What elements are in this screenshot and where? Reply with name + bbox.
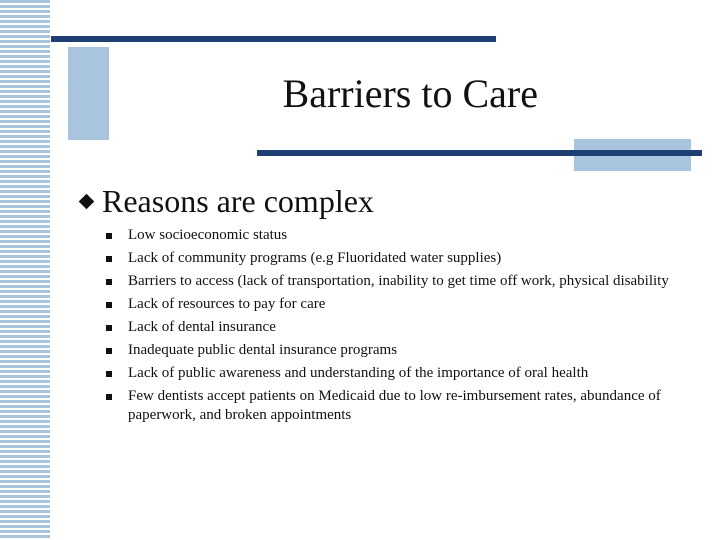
sub-bullet-text: Low socioeconomic status: [128, 227, 288, 243]
sub-bullet-text: Lack of dental insurance: [128, 319, 276, 335]
sub-bullet-list: [106, 226, 686, 429]
sub-bullet-text: Barriers to access (lack of transportation, inability to get time off work, physical disability: [128, 273, 669, 289]
sub-bullet-text: Lack of public awareness and understanding of the importance of oral health: [128, 365, 589, 381]
square-bullet-icon: [106, 302, 112, 308]
sub-bullet-item: [106, 387, 686, 425]
square-bullet-icon: [106, 394, 112, 400]
sub-bullet-item: [106, 364, 686, 383]
slide-title: Barriers to Care: [282, 71, 538, 116]
square-bullet-icon: [106, 256, 112, 262]
decorative-stripe-bar: [0, 0, 50, 540]
decorative-block-left: [68, 47, 109, 140]
sub-bullet-item: [106, 249, 686, 268]
square-bullet-icon: [106, 348, 112, 354]
square-bullet-icon: [106, 371, 112, 377]
sub-bullet-item: [106, 318, 686, 337]
main-bullet: [78, 180, 374, 222]
square-bullet-icon: [106, 325, 112, 331]
title-rule-bottom: [257, 150, 702, 156]
sub-bullet-text: Few dentists accept patients on Medicaid due to low re-imbursement rates, abundance of paperwork, and broken appointments: [128, 388, 661, 423]
sub-bullet-text: Lack of community programs (e.g Fluoridated water supplies): [128, 250, 502, 266]
sub-bullet-item: [106, 295, 686, 314]
sub-bullet-text: Lack of resources to pay for care: [128, 296, 326, 312]
sub-bullet-text: Inadequate public dental insurance programs: [128, 342, 398, 358]
diamond-bullet-icon: [79, 193, 95, 209]
main-bullet-text: Reasons are complex: [102, 183, 374, 219]
sub-bullet-item: [106, 341, 686, 360]
title-rule-top: [51, 36, 496, 42]
square-bullet-icon: [106, 279, 112, 285]
sub-bullet-item: [106, 226, 686, 245]
sub-bullet-item: [106, 272, 686, 291]
square-bullet-icon: [106, 233, 112, 239]
